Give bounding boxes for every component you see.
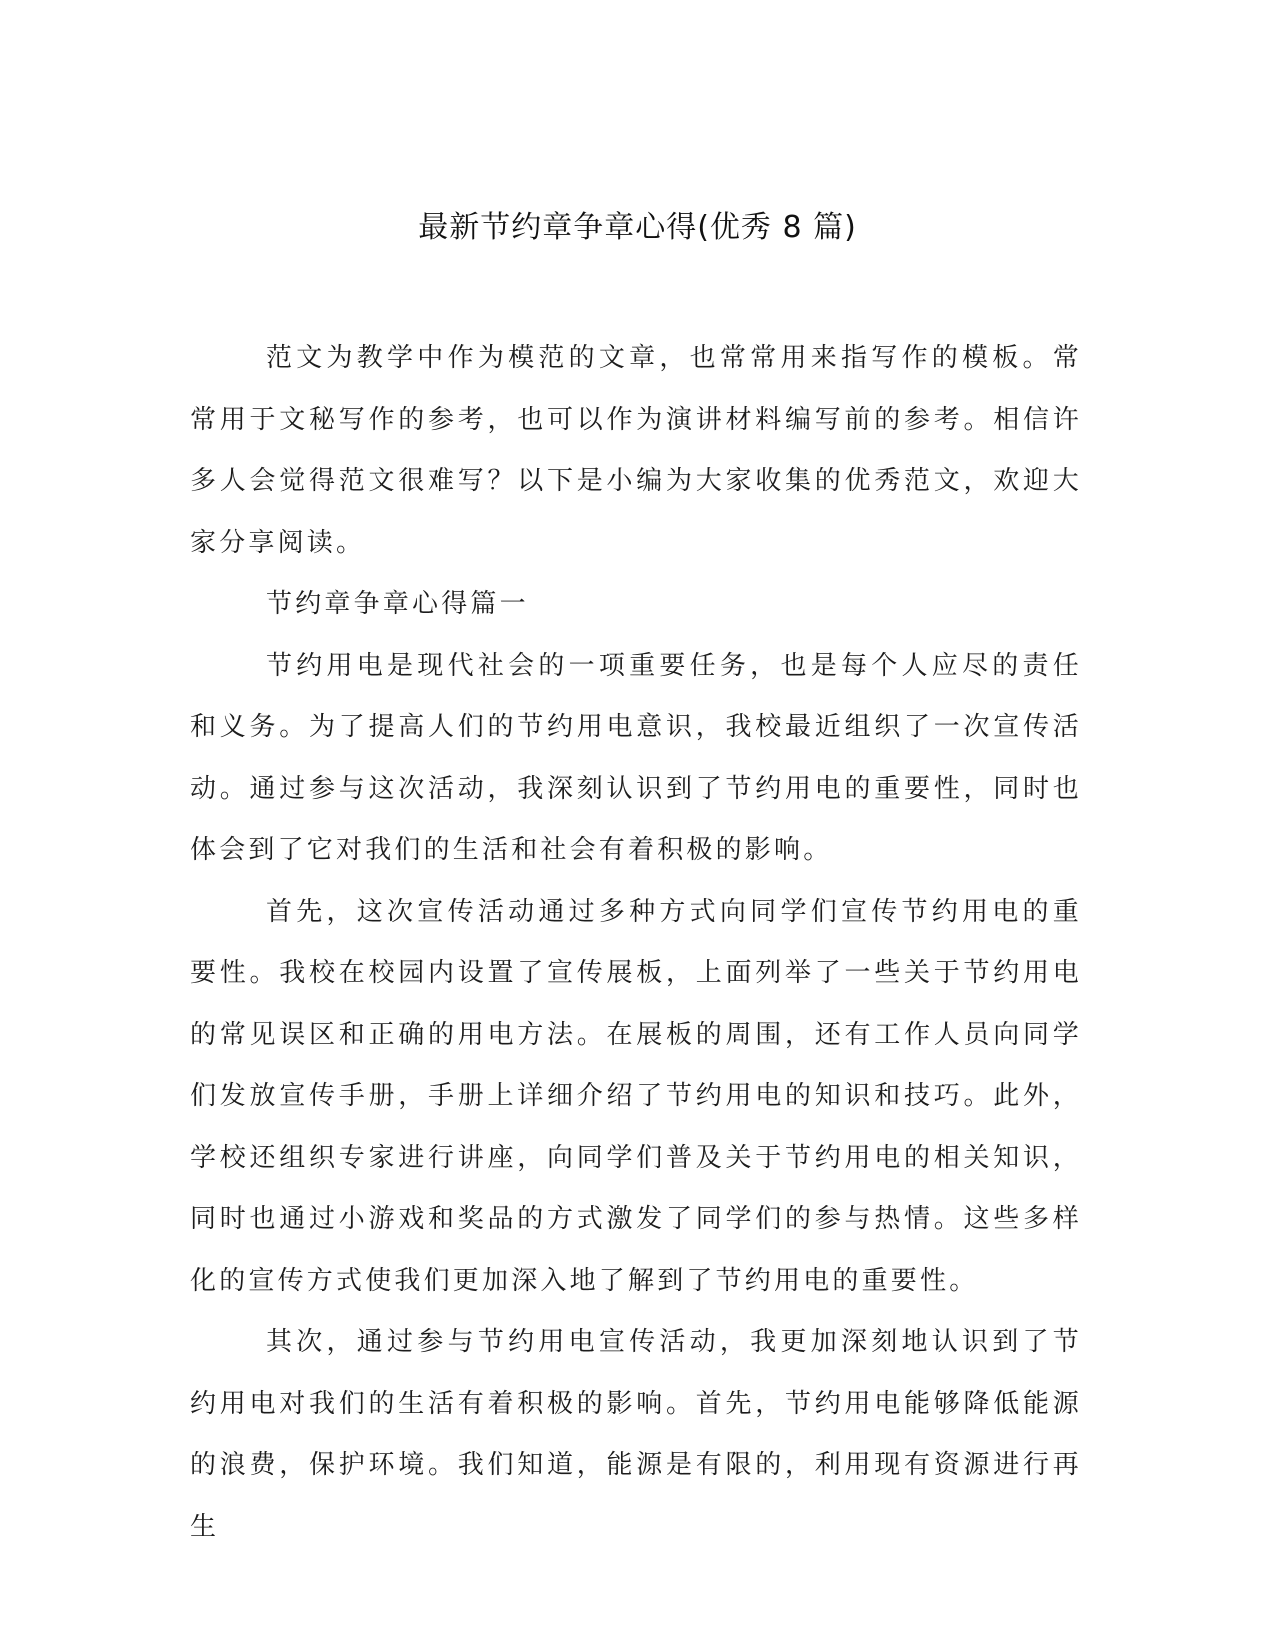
document-body [190,328,1082,1558]
body-paragraph: 节约用电是现代社会的一项重要任务，也是每个人应尽的责任和义务。为了提高人们的节约用电意识，我校最近组织了一次宣传活动。通过参与这次活动，我深刻认识到了节约用电的重要性，同时也体会到了它对我们的生活和社会有着积极的影响。 [190,650,1082,865]
document-title: 最新节约章争章心得(优秀 8 篇) [418,210,857,245]
section-heading: 节约章争章心得篇一 [266,589,529,619]
intro-paragraph: 范文为教学中作为模范的文章，也常常用来指写作的模板。常常用于文秘写作的参考，也可以作为演讲材料编写前的参考。相信许多人会觉得范文很难写？以下是小编为大家收集的优秀范文，欢迎大家分享阅读。 [190,343,1082,558]
body-paragraph: 首先，这次宣传活动通过多种方式向同学们宣传节约用电的重要性。我校在校园内设置了宣传展板，上面列举了一些关于节约用电的常见误区和正确的用电方法。在展板的周围，还有工作人员向同学们发放宣传手册，手册上详细介绍了节约用电的知识和技巧。此外，学校还组织专家进行讲座，向同学们普及关于节约用电的相关知识，同时也通过小游戏和奖品的方式激发了同学们的参与热情。这些多样化的宣传方式使我们更加深入地了解到了节约用电的重要性。 [190,896,1082,1296]
body-paragraph: 其次，通过参与节约用电宣传活动，我更加深刻地认识到了节约用电对我们的生活有着积极的影响。首先，节约用电能够降低能源的浪费，保护环境。我们知道，能源是有限的，利用现有资源进行再生 [190,1327,1082,1542]
